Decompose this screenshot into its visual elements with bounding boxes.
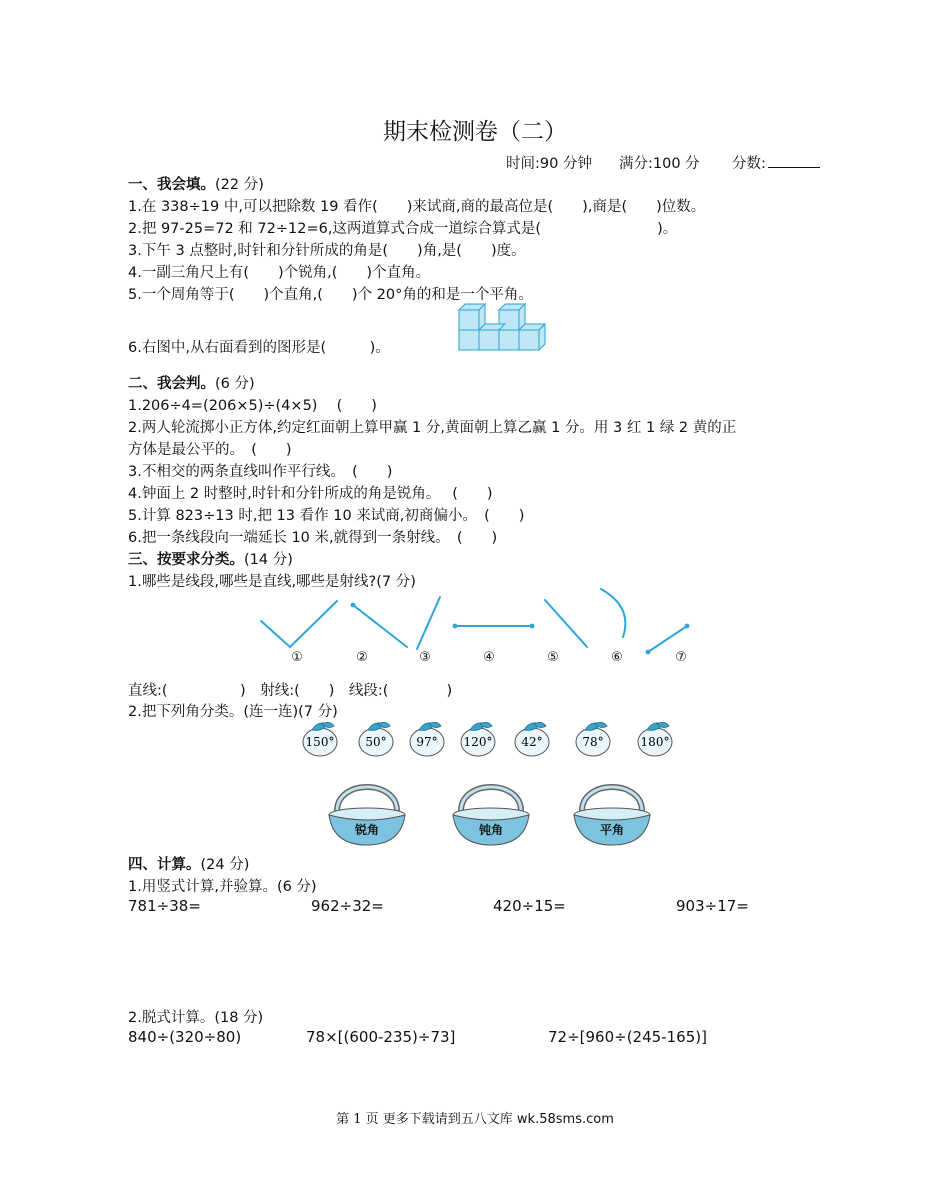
lines-figure: [255, 585, 700, 670]
stepwise-calc-2: 78×[(600-235)÷73]: [306, 1028, 456, 1046]
s2-q6: 6.把一条线段向一端延长 10 米,就得到一条射线。 ( ): [128, 530, 498, 546]
section-2-heading: 二、我会判。(6 分): [128, 376, 255, 392]
vertical-calc-2: 962÷32=: [311, 897, 384, 915]
cube-stack-figure: [455, 302, 550, 354]
figure-label-2: ②: [356, 650, 368, 665]
section-3-heading: 三、按要求分类。(14 分): [128, 552, 293, 568]
score-label: 分数:: [732, 156, 766, 172]
apple-180: [638, 722, 672, 756]
figure-label-5: ⑤: [547, 650, 559, 665]
svg-text:150°: 150°: [305, 735, 335, 749]
s3-answers: 直线:( ) 射线:( ) 线段:( ): [128, 683, 453, 699]
figure-label-4: ④: [483, 650, 495, 665]
vertical-calc-4: 903÷17=: [676, 897, 749, 915]
svg-text:78°: 78°: [582, 735, 604, 749]
s2-q2b: 方体是最公平的。 ( ): [128, 442, 292, 458]
s2-q2a: 2.两人轮流掷小正方体,约定红面朝上算甲赢 1 分,黄面朝上算乙赢 1 分。用 3 红 1 绿 2 黄的正: [128, 420, 737, 436]
exam-time: 时间:90 分钟: [506, 156, 592, 172]
score-field: [732, 152, 820, 173]
figure-label-7: ⑦: [675, 650, 687, 665]
basket-obtuse: [453, 787, 529, 845]
figure-6-curve: [601, 589, 625, 637]
score-blank[interactable]: [768, 153, 820, 168]
svg-text:180°: 180°: [640, 735, 670, 749]
s3-q1: 1.哪些是线段,哪些是直线,哪些是射线?(7 分): [128, 574, 416, 590]
figure-5-line: [545, 600, 587, 647]
s1-q3: 3.下午 3 点整时,时针和分针所成的角是( )角,是( )度。: [128, 243, 526, 259]
s1-q5: 5.一个周角等于( )个直角,( )个 20°角的和是一个平角。: [128, 287, 533, 303]
figure-7-segment: [648, 626, 687, 652]
page-footer: [0, 1108, 950, 1127]
vertical-calc-3: 420÷15=: [493, 897, 566, 915]
figure-label-1: ①: [291, 650, 303, 665]
apple-120: [461, 722, 495, 756]
s3-q2: 2.把下列角分类。(连一连)(7 分): [128, 704, 338, 720]
svg-text:50°: 50°: [365, 735, 387, 749]
svg-text:120°: 120°: [463, 735, 493, 749]
s1-q1: 1.在 338÷19 中,可以把除数 19 看作( )来试商,商的最高位是( ),商是( )位数。: [128, 199, 706, 215]
stepwise-calc-3: 72÷[960÷(245-165)]: [548, 1028, 707, 1046]
s1-q2: 2.把 97-25=72 和 72÷12=6,这两道算式合成一道综合算式是( )。: [128, 221, 678, 237]
s2-q1: 1.206÷4=(206×5)÷(4×5) ( ): [128, 398, 377, 414]
basket-straight: [574, 787, 650, 845]
vertical-calc-1: 781÷38=: [128, 897, 201, 915]
angle-baskets: [325, 775, 660, 850]
figure-1-angle: [261, 601, 337, 647]
svg-text:平角: 平角: [599, 823, 625, 837]
figure-label-6: ⑥: [611, 650, 623, 665]
s1-q6: 6.右图中,从右面看到的图形是( )。: [128, 340, 390, 356]
apple-78: [576, 722, 610, 756]
svg-text:锐角: 锐角: [354, 823, 380, 837]
s2-q3: 3.不相交的两条直线叫作平行线。 ( ): [128, 464, 393, 480]
apple-150: [303, 722, 337, 756]
s1-q4: 4.一副三角尺上有( )个锐角,( )个直角。: [128, 265, 431, 281]
svg-text:97°: 97°: [416, 735, 438, 749]
s4-q2: 2.脱式计算。(18 分): [128, 1010, 264, 1026]
s4-q1: 1.用竖式计算,并验算。(6 分): [128, 879, 317, 895]
angle-apples: [295, 718, 685, 766]
section-1-heading: 一、我会填。(22 分): [128, 177, 264, 193]
figure-2-ray: [353, 605, 407, 647]
basket-acute: [329, 787, 405, 845]
figure-3-line: [417, 597, 440, 649]
s2-q5: 5.计算 823÷13 时,把 13 看作 10 来试商,初商偏小。 ( ): [128, 508, 525, 524]
exam-full-score: 满分:100 分: [619, 156, 700, 172]
section-4-heading: 四、计算。(24 分): [128, 857, 250, 873]
s2-q4: 4.钟面上 2 时整时,时针和分针所成的角是锐角。 ( ): [128, 486, 493, 502]
svg-text:钝角: 钝角: [478, 823, 504, 837]
footer-url[interactable]: wk.58sms.com: [516, 1112, 614, 1127]
stepwise-calc-1: 840÷(320÷80): [128, 1028, 242, 1046]
footer-text: 第 1 页 更多下载请到五八文库: [336, 1112, 517, 1127]
apple-50: [359, 722, 393, 756]
page-title: 期末检测卷（二）: [383, 119, 567, 145]
apple-42: [515, 722, 549, 756]
apple-97: [410, 722, 444, 756]
figure-label-3: ③: [419, 650, 431, 665]
svg-text:42°: 42°: [521, 735, 543, 749]
